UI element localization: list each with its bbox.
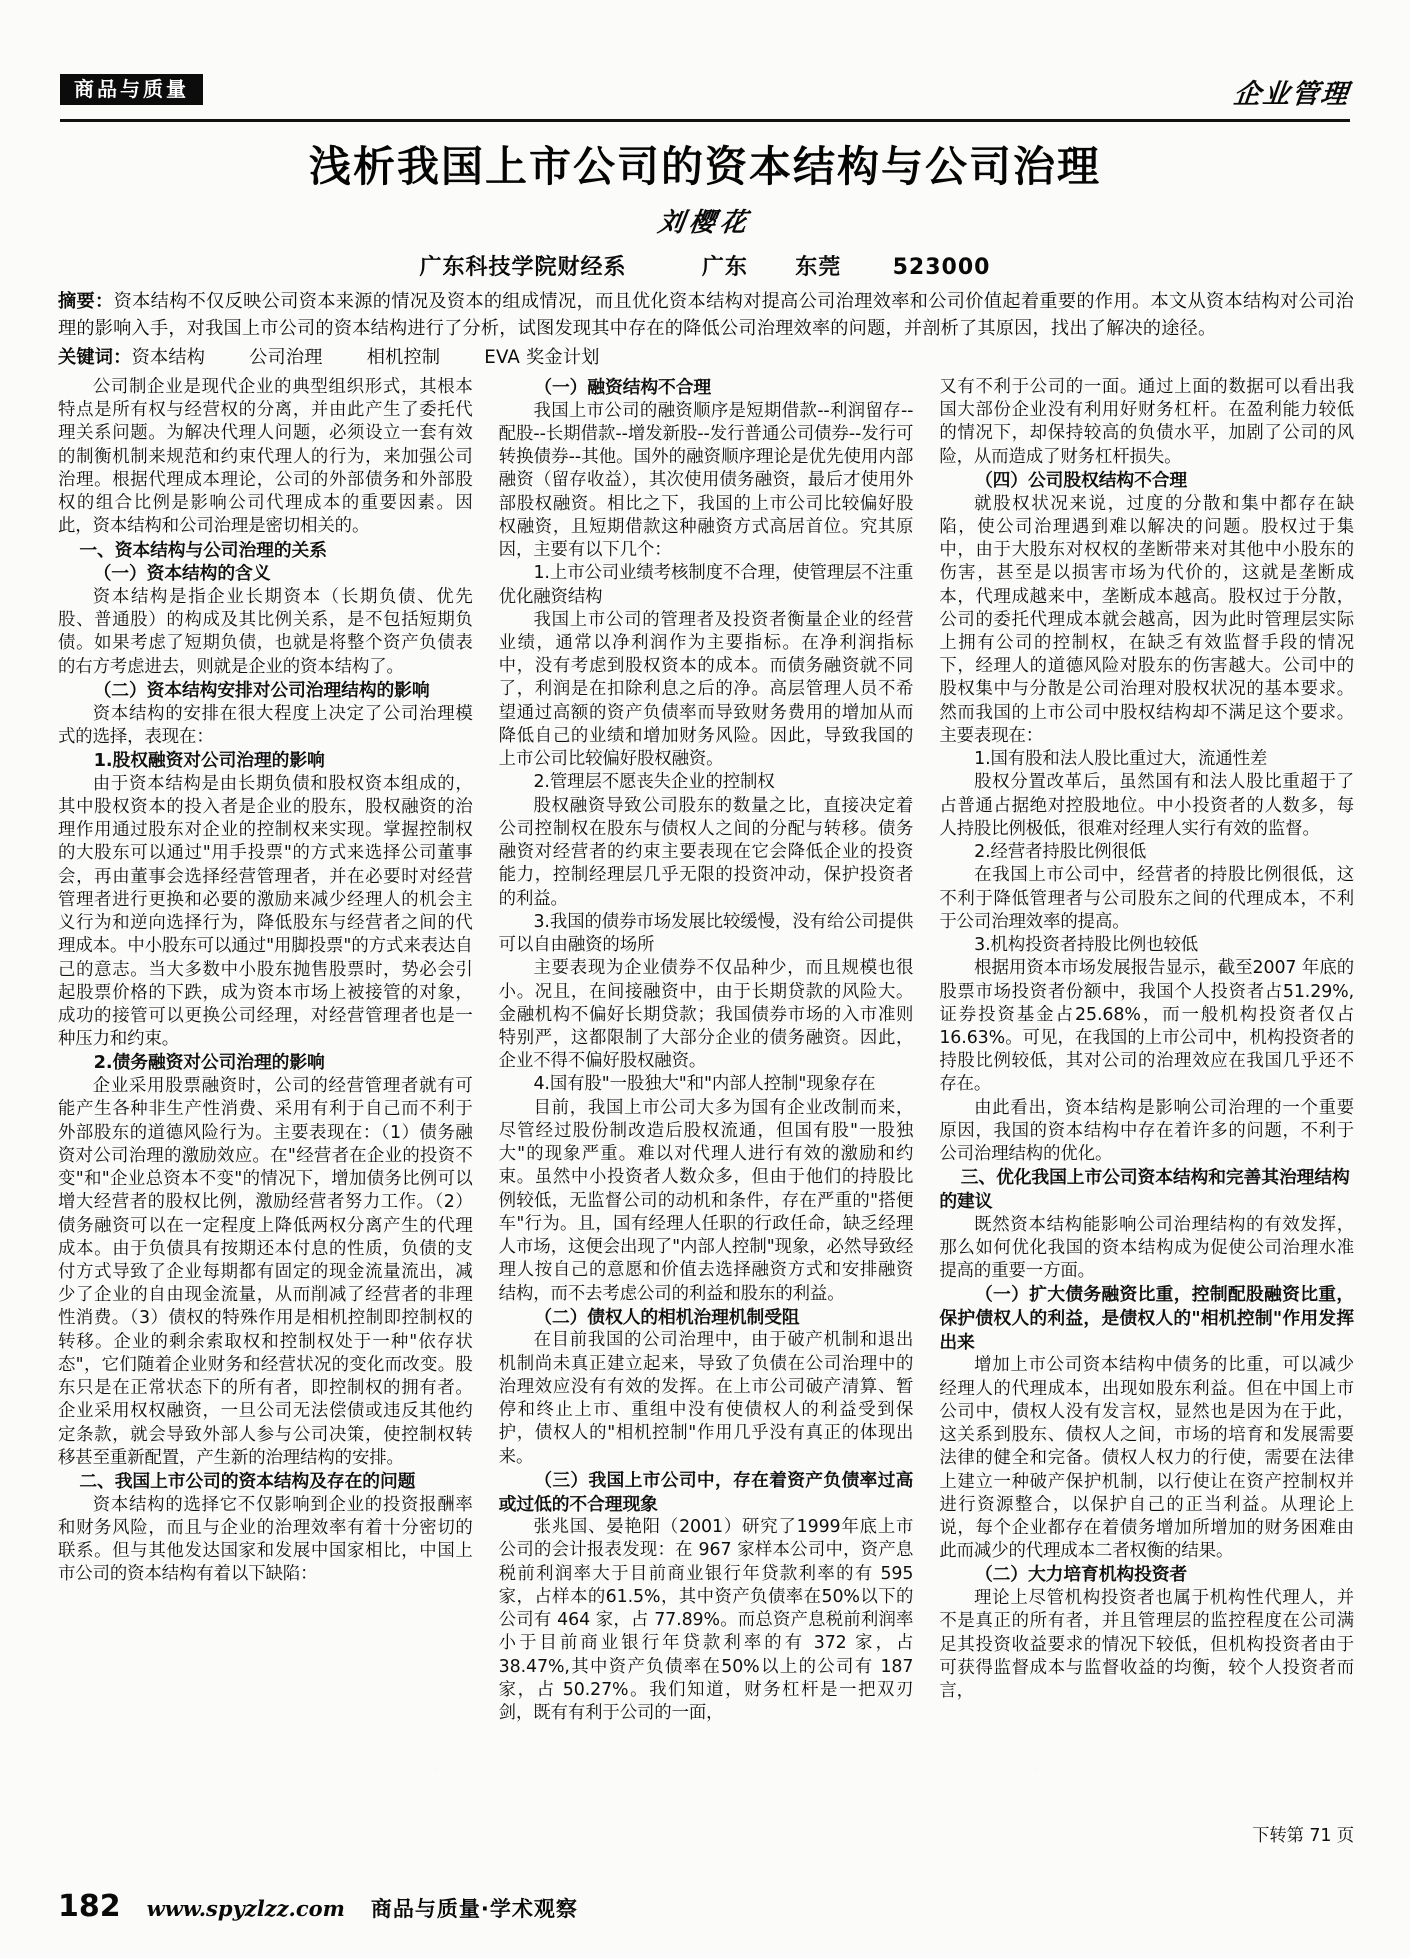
paragraph: 2.经营者持股比例很低: [974, 842, 1147, 863]
section-name: 企业管理: [1232, 79, 1352, 110]
affiliation-postcode: 523000: [892, 255, 991, 280]
paragraph: 既然资本结构能影响公司治理结构的有效发挥，那么如何优化我国的资本结构成为促使公司治理水准提高的重要一方面。: [939, 1214, 1355, 1282]
journal-website: www.spyzlzz.com: [146, 1896, 345, 1921]
heading-subsection: （一）资本结构的含义: [93, 563, 271, 585]
paragraph: 3.我国的债券市场发展比较缓慢，没有给公司提供可以自由融资的场所: [498, 911, 914, 956]
article-title: 浅析我国上市公司的资本结构与公司治理: [308, 142, 1101, 191]
heading-subsection: （四）公司股权结构不合理: [974, 469, 1188, 491]
keyword-item: 资本结构: [131, 347, 206, 368]
author-affiliation: [0, 250, 1410, 281]
paragraph: 增加上市公司资本结构中债务的比重，可以减少经理人的代理成本，出现如股东利益。但在中国上市公司中，债权人没有发言权，显然也是因为在于此，这关系到股东、债权人之间，市场的培育和发展需要法律的健全和完备。债权人权力的行使，需要在法律上建立一种破产保护机制，以行使让在资产控制权并进行资源整合，以保护自己的正当利益。从理论上说，每个企业都存在着债务增加所增加的财务困难由此而减少的代理成本二者权衡的结果。: [939, 1355, 1355, 1562]
paragraph: 主要表现为企业债券不仅品种少，而且规模也很小。况且，在间接融资中，由于长期贷款的风险大。金融机构不偏好长期贷款；我国债券市场的入市准则特别严，这都限制了大部分企业的债务融资。因此，企业不得不偏好股权融资。: [498, 958, 914, 1072]
paragraph: 张兆国、晏艳阳（2001）研究了1999年底上市公司的会计报表发现：在 967 家样本公司中，资产息税前利润率大于目前商业银行年贷款利率的有 595 家，占样本的61.5%，其中资产负债率在50%以下的公司有 464 家，占 77.89%。而总资产息税前利润率小于目前商业银行年贷款利率的有 372 家，占38.47%,其中资产负债率在50%以上的公司有 187 家，占 50.27%。我们知道，财务杠杆是一把双刃剑，既有有利于公司的一面，: [498, 1517, 914, 1724]
paragraph: 资本结构的选择它不仅影响到企业的投资报酬率和财务风险，而且与企业的治理效率有着十分密切的联系。但与其他发达国家和发展中国家相比，中国上市公司的资本结构有着以下缺陷：: [58, 1494, 473, 1585]
heading-subsection: （二）债权人的相机治理机制受阻: [534, 1306, 800, 1328]
author-name: 刘樱花: [656, 208, 754, 238]
paragraph: 就股权状况来说，过度的分散和集中都存在缺陷，使公司治理遇到难以解决的问题。股权过于集中，由于大股东对权权的垄断带来对其他中小股东的伤害，甚至是以损害市场为代价的，这就是垄断成本，代理成越来中，垄断成本越高。股权过于分散，公司的委托代理成本就会越高，因为此时管理层实际上拥有公司的控制权，在缺乏有效监督手段的情况下，经理人的道德风险对股东的伤害越大。公司中的股权集中与分散是公司治理对股权状况的基本要求。然而我国的上市公司中股权结构却不满足这个要求。主要表现在：: [939, 493, 1355, 746]
paragraph: 资本结构是指企业长期资本（长期负债、优先股、普通股）的构成及其比例关系，是不包括短期负债。如果考虑了短期负债，也就是将整个资产负债表的右方考虑进去，则就是企业的资本结构了。: [58, 586, 473, 677]
heading-subsection: （三）我国上市公司中，存在着资产负债率过高或过低的不合理现象: [498, 1469, 914, 1515]
column-2: [499, 376, 914, 1846]
paragraph: 目前，我国上市公司大多为国有企业改制而来，尽管经过股份制改造后股权流通，但国有股"一股独大"的现象严重。难以对代理人进行有效的激励和约束。虽然中小投资者人数众多，但由于他们的持股比例较低，无监督公司的动机和条件，存在严重的"搭便车"行为。且，国有经理人任职的行政任命，缺乏经理人市场，这便会出现了"内部人控制"现象，必然导致经理人按自己的意愿和价值去选择融资方式和安排融资结构，而不去考虑公司的利益和股东的利益。: [498, 1097, 914, 1304]
paragraph: 我国上市公司的管理者及投资者衡量企业的经营业绩，通常以净利润作为主要指标。在净利润指标中，没有考虑到股权资本的成本。而债务融资就不同了，利润是在扣除利息之后的净。高层管理人员不希望通过高额的资产负债率而导致财务费用的增加从而降低自己的业绩和增加财务风险。因此，导致我国的上市公司比较偏好股权融资。: [498, 609, 914, 770]
paragraph: 股权分置改革后，虽然国有和法人股比重超于了占普通占据绝对控股地位。中小投资者的人数多，每人持股比例极低，很难对经理人实行有效的监督。: [939, 772, 1355, 839]
heading-item: 2.债务融资对公司治理的影响: [93, 1052, 325, 1074]
body-columns: [58, 376, 1354, 1846]
heading-subsection: （二）大力培育机构投资者: [974, 1564, 1188, 1586]
paragraph: 根据用资本市场发展报告显示，截至2007 年底的股票市场投资者份额中，我国个人投资者占51.29%,证券投资基金占25.68%，而一般机构投资者仅占 16.63%。可见，在我国的上市公司中，机构投资者的持股比例较低，其对公司的治理效应在我国几乎还不存在。: [939, 958, 1355, 1095]
paragraph: 我国上市公司的融资顺序是短期借款--利润留存--配股--长期借款--增发新股--发行普通公司债券--发行可转换债券--其他。国外的融资顺序理论是优先使用内部融资（留存收益），其次使用债务融资，最后才使用外部股权融资。相比之下，我国的上市公司比较偏好股权融资，且短期借款这种融资方式高居首位。究其原因，主要有以下几个：: [498, 400, 914, 561]
keywords-label: 关键词：: [58, 347, 132, 368]
paragraph: 4.国有股"一股独大"和"内部人控制"现象存在: [533, 1074, 876, 1095]
keyword-item: 相机控制: [366, 347, 441, 368]
affiliation-province: 广东: [701, 255, 748, 280]
paragraph: 在我国上市公司中，经营者的持股比例很低，这不利于降低管理者与公司股东之间的代理成本，不利于公司治理效率的提高。: [939, 865, 1355, 932]
heading-subsection: （一）扩大债务融资比重，控制配股融资比重，保护债权人的利益，是债权人的"相机控制"作用发挥出来: [939, 1284, 1355, 1353]
heading-section-2: 二、我国上市公司的资本结构及存在的问题: [79, 1471, 416, 1493]
paragraph: 1.上市公司业绩考核制度不合理，使管理层不注重优化融资结构: [498, 563, 914, 607]
paragraph: 3.机构投资者持股比例也较低: [974, 935, 1199, 956]
paragraph: 资本结构的安排在很大程度上决定了公司治理模式的选择，表现在：: [58, 703, 473, 747]
paragraph: 理论上尽管机构投资者也属于机构性代理人，并不是真正的所有者，并且管理层的监控程度在公司满足其投资收益要求的情况下较低，但机构投资者由于可获得监督成本与监督收益的均衡，较个人投资者而言，: [939, 1588, 1355, 1702]
column-3: [939, 376, 1354, 1846]
running-head: [60, 72, 1350, 114]
affiliation-city: 东莞: [795, 255, 842, 280]
paragraph: 在目前我国的公司治理中，由于破产机制和退出机制尚未真正建立起来，导致了负债在公司治理中的治理效应没有有效的发挥。在上市公司破产清算、暂停和终止上市、重组中没有使债权人的利益受到保护，债权人的"相机控制"作用几乎没有真正的体现出来。: [498, 1330, 914, 1467]
paragraph: 1.国有股和法人股比重过大，流通性差: [974, 749, 1268, 770]
header-rule: [60, 119, 1350, 122]
keywords-block: [58, 344, 1354, 371]
column-1: [58, 376, 473, 1846]
page-footer: [58, 1889, 1354, 1924]
heading-item: 1.股权融资对公司治理的影响: [93, 750, 325, 772]
continued-on-page-note: 下转第 71 页: [1252, 1825, 1355, 1846]
paragraph: 又有不利于公司的一面。通过上面的数据可以看出我国大部份企业没有利用好财务杠杆。在盈利能力较低的情况下，却保持较高的负债水平，加剧了公司的风险，从而造成了财务杠杆损失。: [939, 377, 1355, 467]
paragraph: 股权融资导致公司股东的数量之比，直接决定着公司控制权在股东与债权人之间的分配与转移。债务融资对经营者的约束主要表现在它会降低企业的投资能力，控制经理层几乎无限的投资冲动，保护投资者的利益。: [498, 795, 914, 909]
abstract-block: [58, 288, 1354, 343]
page-number: 182: [58, 1889, 121, 1924]
affiliation-org: 广东科技学院财经系: [419, 255, 627, 280]
paragraph: 公司制企业是现代企业的典型组织形式，其根本特点是所有权与经营权的分离，并由此产生了委托代理关系问题。为解决代理人问题，必须设立一套有效的制衡机制来规范和约束代理人的行为，来加强公司治理。根据代理成本理论，公司的外部债务和外部股权的组合比例是影响公司代理成本的重要因素。因此，资本结构和公司治理是密切相关的。: [58, 377, 473, 537]
journal-full-name: 商品与质量·学术观察: [370, 1897, 578, 1921]
journal-name-tag: 商品与质量: [60, 74, 203, 105]
heading-subsection: （一）融资结构不合理: [534, 377, 712, 398]
abstract-text: 资本结构不仅反映公司资本来源的情况及资本的组成情况，而且优化资本结构对提高公司治理效率和公司价值起着重要的作用。本文从资本结构对公司治理的影响入手，对我国上市公司的资本结构进行了分析，试图发现其中存在的降低公司治理效率的问题，并剖析了其原因，找出了解决的途径。: [58, 291, 1355, 340]
heading-section-3: 三、优化我国上市公司资本结构和完善其治理结构的建议: [939, 1167, 1350, 1213]
paragraph: 由此看出，资本结构是影响公司治理的一个重要原因，我国的资本结构中存在着许多的问题，不利于公司治理结构的优化。: [939, 1097, 1355, 1165]
heading-section-1: 一、资本结构与公司治理的关系: [79, 539, 327, 561]
paragraph: 2.管理层不愿丧失企业的控制权: [533, 772, 775, 793]
abstract-label: 摘要：: [58, 291, 114, 312]
keyword-item: EVA 奖金计划: [484, 347, 600, 368]
keyword-item: 公司治理: [249, 347, 323, 368]
paragraph: 企业采用股票融资时，公司的经营管理者就有可能产生各种非生产性消费、采用有利于自己而不利于外部股东的道德风险行为。主要表现在：（1）债务融资对公司治理的激励效应。在"经营者在企业的投资不变"和"企业总资本不变"的情况下，增加债务比例可以增大经营者的股权比例，激励经营者努力工作。（2）债务融资可以在一定程度上降低两权分离产生的代理成本。由于负债具有按期还本付息的性质，负债的支付方式导致了企业每期都有固定的现金流量流出，减少了企业的自由现金流量，从而削减了经营者的非理性消费。（3）债权的特殊作用是相机控制即控制权的转移。企业的剩余索取权和控制权处于一种"依存状态"，它们随着企业财务和经营状况的变化而改变。股东只是在正常状态下的所有者，即控制权的拥有者。企业采用权权融资，一旦公司无法偿债或违反其他约定条款，就会导致外部人参与公司决策，使控制权转移甚至重新配置，产生新的治理结构的安排。: [58, 1076, 473, 1468]
heading-subsection: （二）资本结构安排对公司治理结构的影响: [93, 679, 430, 701]
paragraph: 由于资本结构是由长期负债和股权资本组成的，其中股权资本的投入者是企业的股东，股权融资的治理作用通过股东对企业的控制权来实现。掌握控制权的大股东可以通过"用手投票"的方式来选择公司董事会，再由董事会选择经营管理者，并在必要时对经营管理者进行更换和必要的激励来减少经理人的机会主义行为和逆向选择行为，降低股东与经营者之间的代理成本。中小股东可以通过"用脚投票"的方式来表达自己的意志。当大多数中小股东抛售股票时，势必会引起股票价格的下跌，成为资本市场上被接管的对象，成功的接管可以更换公司经理，对经营管理者也是一种压力和约束。: [58, 773, 473, 1050]
